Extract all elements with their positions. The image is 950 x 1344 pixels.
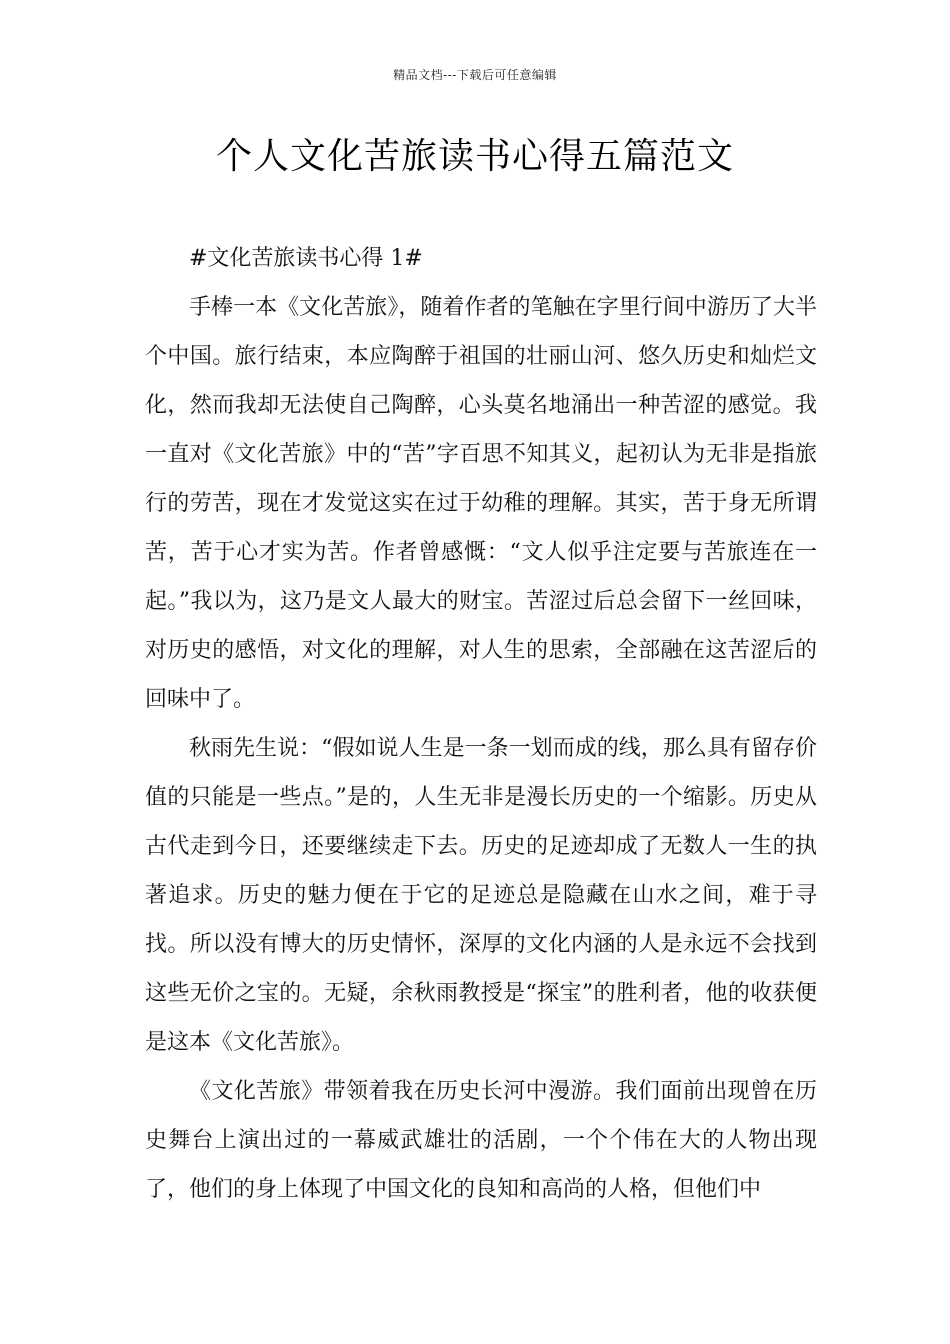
paragraph-3: 《文化苦旅》带领着我在历史长河中漫游。我们面前出现曾在历史舞台上演出过的一幕威武雄壮的活剧，一个个伟在大的人物出现了，他们的身上体现了中国文化的良知和高尚的人格，但他们中 — [145, 1079, 817, 1202]
header-note: 精品文档---下载后可任意编辑 — [393, 68, 557, 82]
paragraph-2: 秋雨先生说：“假如说人生是一条一划而成的线，那么具有留存价值的只能是一些点。”是的，人生无非是漫长历史的一个缩影。历史从古代走到今日，还要继续走下去。历史的足迹却成了无数人一生的执著追求。历史的魅力便在于它的足迹总是隐藏在山水之间，难于寻找。所以没有博大的历史情怀，深厚的文化内涵的人是永远不会找到这些无价之宝的。无疑，余秋雨教授是“探宝”的胜利者，他的收获便是这本《文化苦旅》。 — [145, 736, 817, 1055]
document-title: 个人文化苦旅读书心得五篇范文 — [215, 136, 734, 177]
section-heading: #文化苦旅读书心得 1# — [189, 246, 423, 271]
document-body — [145, 234, 817, 1214]
paragraph-1: 手棒一本《文化苦旅》，随着作者的笔触在字里行间中游历了大半个中国。旅行结束，本应陶醉于祖国的壮丽山河、悠久历史和灿烂文化，然而我却无法使自己陶醉，心头莫名地涌出一种苦涩的感觉。我一直对《文化苦旅》中的“苦”字百思不知其义，起初认为无非是指旅行的劳苦，现在才发觉这实在过于幼稚的理解。其实，苦于身无所谓苦，苦于心才实为苦。作者曾感慨：“文人似乎注定要与苦旅连在一起。”我以为，这乃是文人最大的财宝。苦涩过后总会留下一丝回味，对历史的感悟，对文化的理解，对人生的思索，全部融在这苦涩后的回味中了。 — [145, 295, 817, 712]
